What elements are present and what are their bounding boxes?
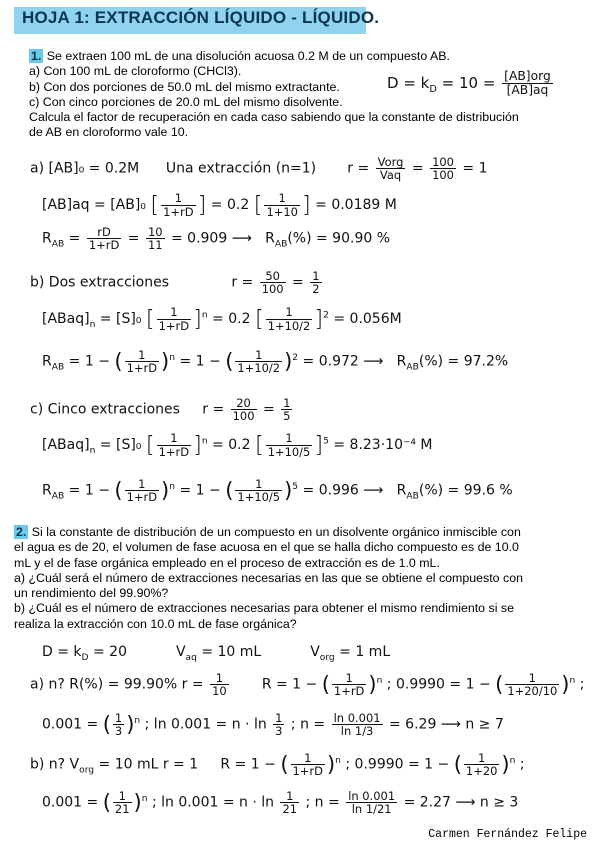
statement-line: un rendimiento del 99.90%? [14,586,169,601]
p2a-line-2: 0.001 = ( $\frac{1}{3}$ )$^n$ ; ln 0.001 = n · ln $\frac{1}{3}$ ; n = $\frac{\ln 0.001}{\ln 1/3}$ = 6.29 ⟶ n ≥ 7 [42,711,504,739]
statement-line: a) ¿Cuál será el número de extracciones necesarias en las que se obtiene el compuesto con [14,570,523,585]
statement-line: mL y el de fase orgánica empleado en el proceso de extracción es de 1.0 mL. [14,555,440,570]
statement-line: el agua es de 20, el volumen de fase acuosa en el que se halla dicho compuesto es de 10.0 [14,540,519,555]
statement-line: realiza la extracción con 10.0 mL de fase orgánica? [14,616,297,631]
p1a-line-1: a) [AB]₀ = 0.2M Una extracción (n=1) r = $\frac{\text{Vorg}}{\text{Vaq}}$ = $\frac{100}{100}$ = 1 [30,155,488,183]
statement-line: a) Con 100 mL de cloroformo (CHCl3). [29,64,242,79]
problem-number: 1. [31,49,42,63]
problem-number: 2. [16,525,27,539]
problem-2-statement [14,525,589,632]
p1b-line-2: $[ABaq]_n = [S]_0$ [ $\frac{1}{1+rD}$ ]$^n$ = 0.2 [ $\frac{1}{1+10/2}$ ]$^2$ = 0.056M [42,305,402,333]
statement-line: Se extraen 100 mL de una disolución acuosa 0.2 M de un compuesto AB. [46,49,450,63]
statement-line: b) ¿Cuál es el número de extracciones necesarias para obtener el mismo rendimiento si se [14,601,514,616]
statement-line: c) Con cinco porciones de 20.0 mL del mismo disolvente. [29,94,343,109]
statement-line: de AB en cloroformo vale 10. [29,125,189,140]
statement-line: Calcula el factor de recuperación en cada caso sabiendo que la constante de distribución [29,110,519,125]
distribution-formula: $D = k_D = 10$ = $\frac{\text{[AB]org}}{[AB]aq}$ [387,69,551,97]
p2b-line-1: b) n? $V_{org} = 10$ mL r = 1 R = 1 − ( $\frac{1}{1+rD}$ )$^n$ ; 0.9990 = 1 − ( $\frac{1}{1+20}$ )$^n$ ; [30,751,525,779]
statement-line: Si la constante de distribución de un compuesto en un disolvente orgánico inmiscible con [31,525,521,539]
p1a-line-3: $R_{AB}$ = $\frac{rD}{1+rD}$ = $\frac{10}{11}$ = 0.909 ⟶ $R_{AB}(\%) = 90.90$ % [42,225,391,253]
p1c-line-3: $R_{AB} = 1$ − ( $\frac{1}{1+rD}$ )$^n$ = 1 − ( $\frac{1}{1+10/5}$ )$^5$ = 0.996 ⟶ $R_{AB}(\%) = 99.6$ % [42,477,513,505]
page-title: HOJA 1: EXTRACCIÓN LÍQUIDO - LÍQUIDO. [22,8,380,27]
p2-given: $D = k_D = 20$ $V_{aq} = 10$ mL $V_{org} = 1$ mL [42,644,391,663]
p1b-line-1: b) Dos extracciones r = $\frac{50}{100}$ = $\frac{1}{2}$ [30,269,320,297]
p1a-line-2: [AB]aq = [AB]₀ [ $\frac{1}{1+rD}$ ] = 0.2 [ $\frac{1}{1+10}$ ] = 0.0189 M [42,191,397,219]
p2b-line-2: 0.001 = ( $\frac{1}{21}$ )$^n$ ; ln 0.001 = n · ln $\frac{1}{21}$ ; n = $\frac{\ln 0.001}{\ln 1/21}$ = 2.27 ⟶ n ≥ 3 [42,789,519,817]
p1b-line-3: $R_{AB} = 1$ − ( $\frac{1}{1+rD}$ )$^n$ = 1 − ( $\frac{1}{1+10/2}$ )$^2$ = 0.972 ⟶ $R_{AB}(\%) = 97.2\%$ [42,348,509,376]
statement-line: b) Con dos porciones de 50.0 mL del mismo extractante. [29,79,340,94]
p1c-line-1: c) Cinco extracciones r = $\frac{20}{100}$ = $\frac{1}{5}$ [30,396,291,424]
p1c-line-2: $[ABaq]_n = [S]_0$ [ $\frac{1}{1+rD}$ ]$^n$ = 0.2 [ $\frac{1}{1+10/5}$ ]$^5$ = 8.23·10⁻⁴ M [42,431,433,459]
p2a-line-1: a) n? R(%) = 99.90% r = $\frac{1}{10}$ R = 1 − ( $\frac{1}{1+rD}$ )$^n$ ; 0.9990 = 1 − ( $\frac{1}{1+20/10}$ )$^n$ ; [30,671,585,699]
author-signature: Carmen Fernández Felipe [428,828,587,841]
